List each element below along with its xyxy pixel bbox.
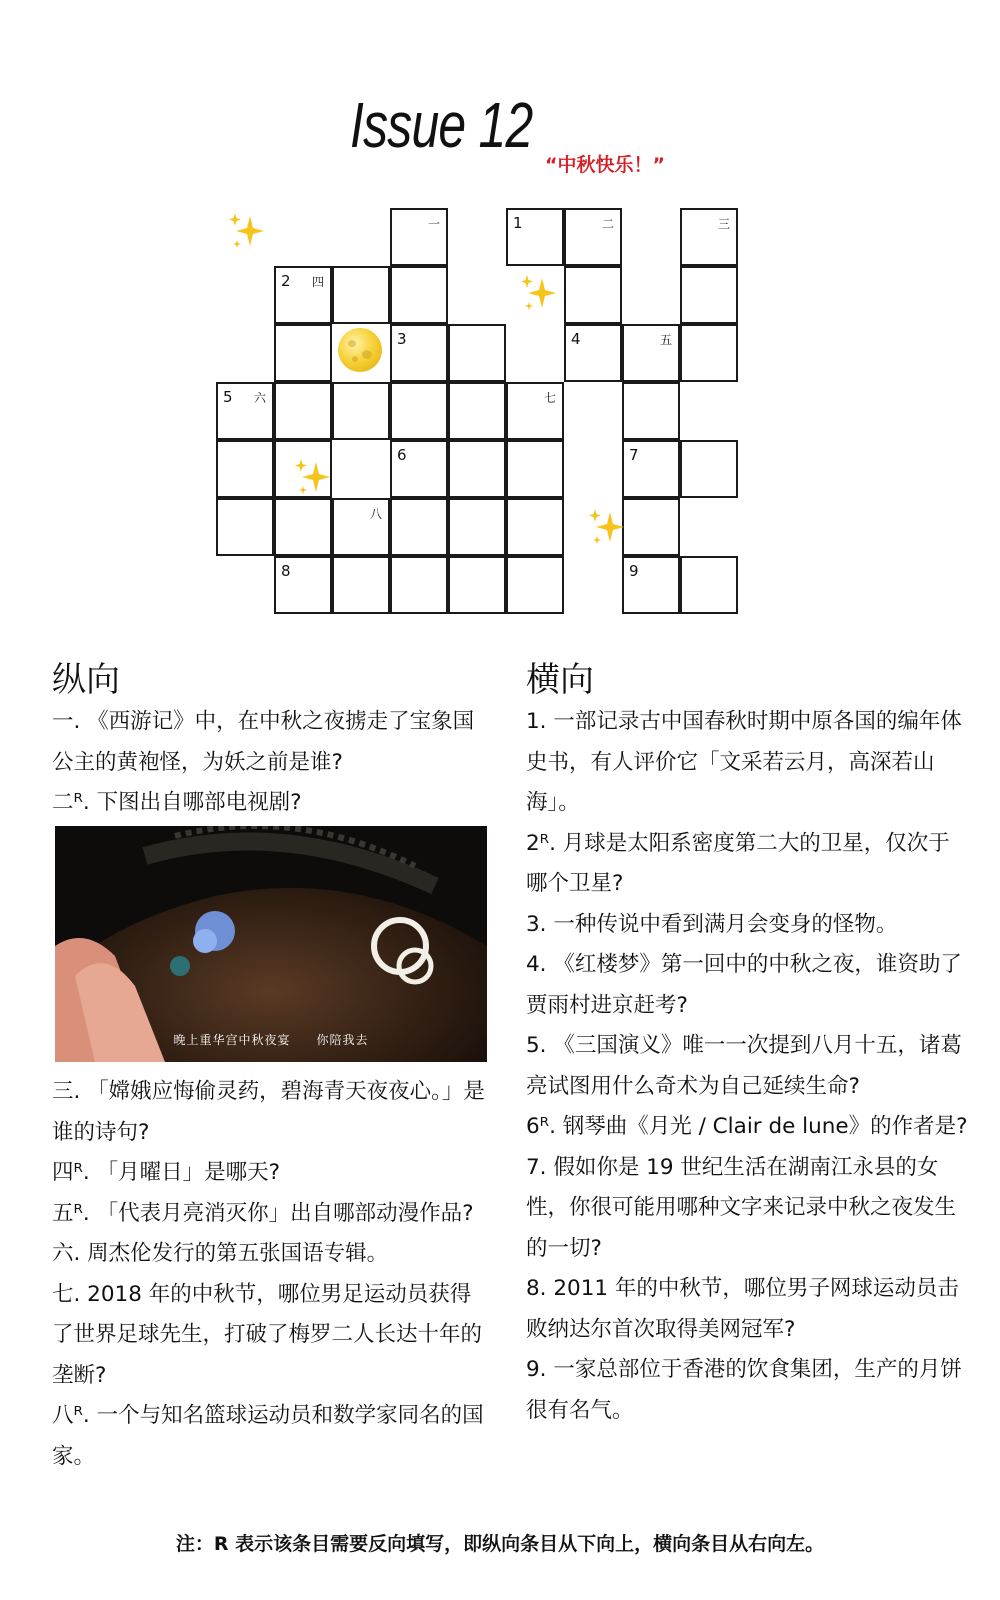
cell-number: 4 <box>571 330 581 348</box>
cell-cn-number: 一 <box>427 217 440 231</box>
across-clue: 3. 一种传说中看到满月会变身的怪物。 <box>526 911 898 937</box>
cell-number: 5 <box>223 388 233 406</box>
grid-cell[interactable] <box>622 498 680 556</box>
grid-cell[interactable] <box>390 324 448 382</box>
down-clues-bottom <box>52 1072 492 1477</box>
cell-number: 6 <box>397 446 407 464</box>
grid-cell[interactable] <box>390 382 448 440</box>
grid-cell[interactable] <box>564 324 622 382</box>
down-clue: 五ᴿ. 「代表月亮消灭你」出自哪部动漫作品? <box>52 1200 474 1226</box>
across-clue: 4. 《红楼梦》第一回中的中秋之夜，谁资助了贾雨村进京赶考? <box>526 952 962 1018</box>
grid-cell[interactable] <box>390 498 448 556</box>
across-clue: 7. 假如你是 19 世纪生活在湖南江永县的女性，你很可能用哪种文字来记录中秋之夜发生的一切? <box>526 1154 957 1261</box>
grid-cell[interactable] <box>216 498 274 556</box>
cell-cn-number: 六 <box>253 391 266 405</box>
crossword-grid <box>0 0 1000 640</box>
grid-cell[interactable] <box>448 324 506 382</box>
down-clue: 八ᴿ. 一个与知名篮球运动员和数学家同名的国家。 <box>52 1403 484 1469</box>
across-heading: 横向 <box>526 660 594 700</box>
down-heading: 纵向 <box>52 660 120 700</box>
cell-number: 8 <box>281 562 291 580</box>
across-clue: 5. 《三国演义》唯一一次提到八月十五，诸葛亮试图用什么奇术为自己延续生命? <box>526 1033 962 1099</box>
grid-cell[interactable] <box>680 208 738 266</box>
sparkle-icon <box>586 506 630 550</box>
grid-cell[interactable] <box>564 208 622 266</box>
down-clue: 四ᴿ. 「月曜日」是哪天? <box>52 1160 280 1185</box>
across-clue: 8. 2011 年的中秋节，哪位男子网球运动员击败纳达尔首次取得美网冠军? <box>526 1276 959 1342</box>
grid-cell[interactable] <box>332 266 390 324</box>
cell-number: 2 <box>281 272 291 290</box>
grid-cell[interactable] <box>332 498 390 556</box>
grid-cell[interactable] <box>506 382 564 440</box>
grid-cell[interactable] <box>390 208 448 266</box>
grid-cell[interactable] <box>564 266 622 324</box>
grid-cell[interactable] <box>390 266 448 324</box>
cell-number: 7 <box>629 446 639 464</box>
grid-cell[interactable] <box>274 382 332 440</box>
across-clue: 9. 一家总部位于香港的饮食集团，生产的月饼很有名气。 <box>526 1357 962 1423</box>
sparkle-icon <box>292 456 336 500</box>
grid-cell[interactable] <box>274 556 332 614</box>
grid-cell[interactable] <box>622 324 680 382</box>
across-clue: 1. 一部记录古中国春秋时期中原各国的编年体史书，有人评价它「文采若云月，高深若山海」。 <box>526 709 962 815</box>
grid-cell[interactable] <box>680 440 738 498</box>
grid-cell[interactable] <box>506 440 564 498</box>
down-clue: 七. 2018 年的中秋节，哪位男足运动员获得了世界足球先生，打破了梅罗二人长达十年的垄断? <box>52 1281 483 1388</box>
grid-cell[interactable] <box>622 556 680 614</box>
across-clue: 6ᴿ. 钢琴曲《月光 / Clair de lune》的作者是? <box>526 1114 968 1139</box>
grid-cell[interactable] <box>506 208 564 266</box>
grid-cell[interactable] <box>448 440 506 498</box>
down-clue: 六. 周杰伦发行的第五张国语专辑。 <box>52 1241 389 1266</box>
grid-cell[interactable] <box>332 556 390 614</box>
down-clue: 一. 《西游记》中，在中秋之夜掳走了宝象国公主的黄袍怪，为妖之前是谁? <box>52 709 475 775</box>
down-clue: 二ᴿ. 下图出自哪部电视剧? <box>52 790 302 815</box>
grid-cell[interactable] <box>448 556 506 614</box>
grid-cell[interactable] <box>216 440 274 498</box>
cell-cn-number: 五 <box>659 333 672 347</box>
grid-cell[interactable] <box>274 498 332 556</box>
footnote: 注：R 表示该条目需要反向填写，即纵向条目从下向上，横向条目从右向左。 <box>175 1533 825 1555</box>
photo-caption: 晚上重华宫中秋夜宴 你陪我去 <box>173 1033 369 1047</box>
subtitle: “中秋快乐！” <box>545 154 665 176</box>
grid-cell[interactable] <box>390 440 448 498</box>
cell-cn-number: 二 <box>601 217 614 231</box>
cell-cn-number: 八 <box>369 507 382 521</box>
across-clue: 2ᴿ. 月球是太阳系密度第二大的卫星，仅次于哪个卫星? <box>526 830 950 896</box>
cell-cn-number: 四 <box>311 275 324 289</box>
full-moon-icon <box>338 328 382 372</box>
cell-cn-number: 七 <box>543 391 556 405</box>
grid-cell[interactable] <box>332 382 390 440</box>
grid-cell[interactable] <box>274 324 332 382</box>
sparkle-icon <box>518 272 562 316</box>
grid-cell[interactable] <box>390 556 448 614</box>
cell-number: 1 <box>513 214 523 232</box>
sparkle-icon <box>226 210 270 254</box>
grid-cell[interactable] <box>622 382 680 440</box>
cell-cn-number: 三 <box>717 217 730 231</box>
grid-cell[interactable] <box>622 440 680 498</box>
issue-title: Issue 12 <box>350 89 533 161</box>
grid-cell[interactable] <box>506 556 564 614</box>
tv-still-image <box>55 826 487 1062</box>
grid-cell[interactable] <box>680 266 738 324</box>
grid-cell[interactable] <box>448 498 506 556</box>
cell-number: 3 <box>397 330 407 348</box>
grid-cell[interactable] <box>216 382 274 440</box>
down-clues-top <box>52 702 492 824</box>
grid-cell[interactable] <box>274 266 332 324</box>
grid-cell[interactable] <box>680 324 738 382</box>
cell-number: 9 <box>629 562 639 580</box>
grid-cell[interactable] <box>506 498 564 556</box>
grid-cell[interactable] <box>680 556 738 614</box>
down-clue: 三. 「嫦娥应悔偷灵药，碧海青天夜夜心。」是谁的诗句? <box>52 1079 485 1145</box>
across-clues <box>526 702 971 1431</box>
grid-cell[interactable] <box>448 382 506 440</box>
